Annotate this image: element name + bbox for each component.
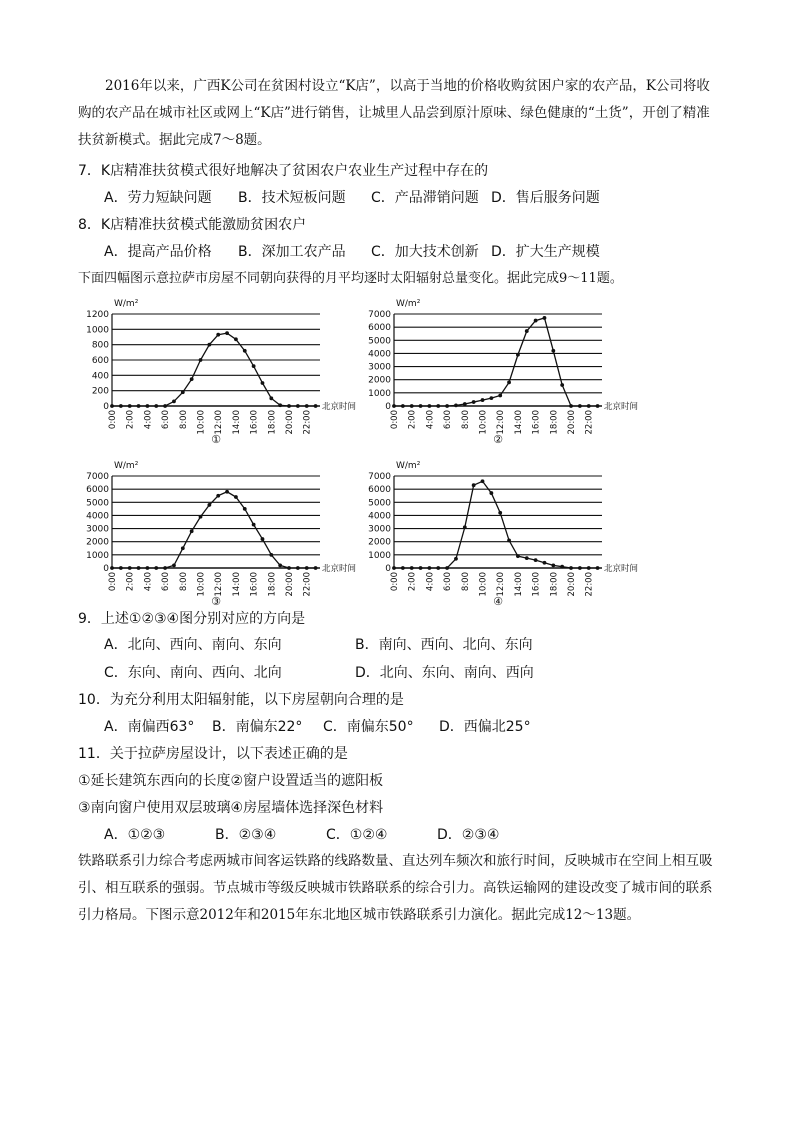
question-8-stem: 8．K店精准扶贫模式能激励贫困农户 xyxy=(78,217,307,233)
q7-option-a: A．劳力短缺问题 xyxy=(104,190,212,206)
data-point xyxy=(445,404,449,408)
data-point xyxy=(463,402,467,406)
y-tick-label: 2000 xyxy=(368,375,391,386)
y-tick-label: 5000 xyxy=(368,498,391,509)
radiation-chart-2 xyxy=(360,296,639,446)
x-tick-label: 6:00 xyxy=(443,572,454,592)
radiation-chart-4 xyxy=(360,458,639,608)
data-point xyxy=(596,404,600,408)
x-tick-label: 0:00 xyxy=(108,410,118,430)
data-point xyxy=(199,358,203,362)
y-tick-label: 3000 xyxy=(368,524,391,535)
x-tick-label: 4:00 xyxy=(425,572,436,592)
x-tick-label: 8:00 xyxy=(178,572,189,592)
y-tick-label: 4000 xyxy=(86,511,109,522)
y-axis-unit-label: W/m² xyxy=(114,299,139,309)
q7-option-c: C．产品滞销问题 xyxy=(371,190,479,206)
q8-option-d: D．扩大生产规模 xyxy=(491,244,600,260)
x-tick-label: 6:00 xyxy=(161,572,172,592)
y-tick-label: 6000 xyxy=(368,323,391,334)
data-point xyxy=(207,503,211,507)
x-tick-label: 6:00 xyxy=(161,410,172,430)
x-axis-title: 北京时间 xyxy=(322,564,357,574)
data-point xyxy=(261,381,265,385)
data-point xyxy=(489,396,493,400)
data-point xyxy=(119,404,123,408)
y-tick-label: 0 xyxy=(385,564,391,574)
y-tick-label: 4000 xyxy=(368,349,391,360)
x-tick-label: 10:00 xyxy=(478,572,489,597)
series-line xyxy=(112,333,316,406)
x-tick-label: 6:00 xyxy=(443,410,454,430)
y-tick-label: 1000 xyxy=(86,325,109,336)
q7-option-b: B．技术短板问题 xyxy=(238,190,346,206)
y-axis-unit-label: W/m² xyxy=(114,461,139,471)
y-tick-label: 1000 xyxy=(368,388,391,399)
data-point xyxy=(428,566,432,570)
x-tick-label: 22:00 xyxy=(302,572,313,597)
data-point xyxy=(278,403,282,407)
y-tick-label: 6000 xyxy=(368,485,391,496)
data-point xyxy=(392,566,396,570)
x-tick-label: 20:00 xyxy=(567,572,578,597)
data-point xyxy=(419,566,423,570)
q7-option-d: D．售后服务问题 xyxy=(491,190,600,206)
q11-option-d: D．②③④ xyxy=(437,827,500,843)
data-point xyxy=(216,333,220,337)
q11-statements-line-2: ③南向窗户使用双层玻璃④房屋墙体选择深色材料 xyxy=(78,800,384,816)
data-point xyxy=(243,507,247,511)
data-point xyxy=(551,349,555,353)
data-point xyxy=(481,398,485,402)
x-tick-label: 8:00 xyxy=(460,410,471,430)
data-point xyxy=(410,566,414,570)
data-point xyxy=(234,337,238,341)
data-point xyxy=(172,400,176,404)
x-tick-label: 2:00 xyxy=(407,410,418,430)
x-tick-label: 18:00 xyxy=(267,572,278,597)
data-point xyxy=(110,404,114,408)
data-point xyxy=(252,523,256,527)
y-tick-label: 600 xyxy=(91,356,109,366)
question-10-stem: 10．为充分利用太阳辐射能，以下房屋朝向合理的是 xyxy=(78,692,404,708)
radiation-chart-1 xyxy=(78,296,357,446)
data-point xyxy=(172,563,176,567)
x-tick-label: 14:00 xyxy=(231,572,242,597)
data-point xyxy=(392,404,396,408)
x-tick-label: 0:00 xyxy=(390,410,400,430)
data-point xyxy=(410,404,414,408)
y-tick-label: 1000 xyxy=(368,550,391,561)
data-point xyxy=(216,494,220,498)
data-point xyxy=(146,566,150,570)
y-tick-label: 6000 xyxy=(86,485,109,496)
x-tick-label: 2:00 xyxy=(125,572,136,592)
data-point xyxy=(110,566,114,570)
data-point xyxy=(534,319,538,323)
data-point xyxy=(269,553,273,557)
data-point xyxy=(190,377,194,381)
x-tick-label: 20:00 xyxy=(285,572,296,597)
x-tick-label: 14:00 xyxy=(513,572,524,597)
data-point xyxy=(472,483,476,487)
q9-option-a: A．北向、西向、南向、东向 xyxy=(104,637,282,653)
data-point xyxy=(419,404,423,408)
x-tick-label: 2:00 xyxy=(407,572,418,592)
y-axis-unit-label: W/m² xyxy=(396,461,421,471)
data-point xyxy=(296,566,300,570)
data-point xyxy=(534,558,538,562)
x-tick-label: 22:00 xyxy=(302,410,313,435)
x-tick-label: 16:00 xyxy=(249,410,260,435)
data-point xyxy=(578,404,582,408)
data-point xyxy=(428,404,432,408)
data-point xyxy=(154,404,158,408)
q10-option-a: A．南偏西63° xyxy=(104,719,195,735)
chart-number-label: ④ xyxy=(493,595,503,608)
x-tick-label: 16:00 xyxy=(249,572,260,597)
chart-number-label: ② xyxy=(493,433,503,446)
data-point xyxy=(436,566,440,570)
q11-option-b: B．②③④ xyxy=(215,827,277,843)
data-point xyxy=(507,539,511,543)
data-point xyxy=(463,525,467,529)
data-point xyxy=(287,566,291,570)
data-point xyxy=(163,404,167,408)
data-point xyxy=(587,566,591,570)
data-point xyxy=(199,515,203,519)
x-tick-label: 4:00 xyxy=(425,410,436,430)
data-point xyxy=(516,554,520,558)
data-point xyxy=(436,404,440,408)
x-tick-label: 12:00 xyxy=(214,572,225,597)
data-point xyxy=(305,404,309,408)
data-point xyxy=(481,479,485,483)
y-tick-label: 0 xyxy=(385,402,391,412)
x-tick-label: 2:00 xyxy=(125,410,136,430)
x-tick-label: 4:00 xyxy=(143,410,154,430)
y-tick-label: 1000 xyxy=(86,550,109,561)
radiation-chart-3 xyxy=(78,458,357,608)
q8-option-a: A．提高产品价格 xyxy=(104,244,212,260)
data-point xyxy=(154,566,158,570)
x-tick-label: 10:00 xyxy=(196,410,207,435)
y-tick-label: 0 xyxy=(103,564,109,574)
x-tick-label: 12:00 xyxy=(496,572,507,597)
data-point xyxy=(137,566,141,570)
x-tick-label: 22:00 xyxy=(584,410,595,435)
intro-paragraph-1: 2016年以来，广西K公司在贫困村设立“K店”，以高于当地的价格收购贫困户家的农产品，K公司将收购的农产品在城市社区或网上“K店”进行销售，让城里人品尝到原汁原味、绿色健康的“土货”，开创了精准扶贫新模式。据此完成7～8题。 xyxy=(78,78,710,148)
q10-option-c: C．南偏东50° xyxy=(323,719,414,735)
data-point xyxy=(314,404,318,408)
chart-number-label: ① xyxy=(211,433,221,446)
y-tick-label: 200 xyxy=(91,386,109,397)
data-point xyxy=(146,404,150,408)
data-point xyxy=(128,566,132,570)
data-point xyxy=(445,566,449,570)
data-point xyxy=(181,546,185,550)
data-point xyxy=(278,563,282,567)
y-tick-label: 5000 xyxy=(368,336,391,347)
x-tick-label: 0:00 xyxy=(390,572,400,592)
data-point xyxy=(560,565,564,569)
data-point xyxy=(225,490,229,494)
q11-option-a: A．①②③ xyxy=(104,827,166,843)
x-tick-label: 0:00 xyxy=(108,572,118,592)
data-point xyxy=(569,566,573,570)
data-point xyxy=(543,316,547,320)
y-tick-label: 3000 xyxy=(368,362,391,373)
data-point xyxy=(261,537,265,541)
q8-option-c: C．加大技术创新 xyxy=(371,244,479,260)
data-point xyxy=(181,390,185,394)
q11-statements-line-1: ①延长建筑东西向的长度②窗户设置适当的遮阳板 xyxy=(78,773,384,789)
q10-option-d: D．西偏北25° xyxy=(439,719,531,735)
q8-option-b: B．深加工农产品 xyxy=(238,244,346,260)
y-tick-label: 3000 xyxy=(86,524,109,535)
chart-number-label: ③ xyxy=(211,595,221,608)
data-point xyxy=(163,566,167,570)
y-tick-label: 4000 xyxy=(368,511,391,522)
data-point xyxy=(269,396,273,400)
y-tick-label: 400 xyxy=(91,371,109,382)
data-point xyxy=(137,404,141,408)
x-tick-label: 16:00 xyxy=(531,572,542,597)
y-tick-label: 2000 xyxy=(86,537,109,548)
data-point xyxy=(525,329,529,333)
y-tick-label: 7000 xyxy=(86,472,109,482)
data-point xyxy=(525,556,529,560)
x-tick-label: 14:00 xyxy=(231,410,242,435)
data-point xyxy=(560,383,564,387)
data-point xyxy=(287,404,291,408)
data-point xyxy=(472,400,476,404)
x-tick-label: 8:00 xyxy=(178,410,189,430)
x-axis-title: 北京时间 xyxy=(322,402,357,412)
y-tick-label: 2000 xyxy=(368,537,391,548)
data-point xyxy=(234,495,238,499)
x-axis-title: 北京时间 xyxy=(604,564,639,574)
x-tick-label: 18:00 xyxy=(267,410,278,435)
data-point xyxy=(587,404,591,408)
data-point xyxy=(401,566,405,570)
data-point xyxy=(551,563,555,567)
data-point xyxy=(454,403,458,407)
x-tick-label: 20:00 xyxy=(567,410,578,435)
data-point xyxy=(516,353,520,357)
data-point xyxy=(225,331,229,335)
data-point xyxy=(498,511,502,515)
data-point xyxy=(569,404,573,408)
q9-option-d: D．北向、东向、南向、西向 xyxy=(355,665,534,681)
x-tick-label: 14:00 xyxy=(513,410,524,435)
x-tick-label: 18:00 xyxy=(549,572,560,597)
question-9-stem: 9．上述①②③④图分别对应的方向是 xyxy=(78,611,306,627)
data-point xyxy=(489,491,493,495)
y-tick-label: 5000 xyxy=(86,498,109,509)
data-point xyxy=(305,566,309,570)
data-point xyxy=(128,404,132,408)
question-7-stem: 7．K店精准扶贫模式很好地解决了贫困农户农业生产过程中存在的 xyxy=(78,163,489,179)
data-point xyxy=(596,566,600,570)
data-point xyxy=(578,566,582,570)
data-point xyxy=(207,343,211,347)
data-point xyxy=(401,404,405,408)
intro-paragraph-2: 下面四幅图示意拉萨市房屋不同朝向获得的月平均逐时太阳辐射总量变化。据此完成9～11题。 xyxy=(78,271,623,286)
data-point xyxy=(498,394,502,398)
x-tick-label: 20:00 xyxy=(285,410,296,435)
data-point xyxy=(543,561,547,565)
data-point xyxy=(507,380,511,384)
data-point xyxy=(454,557,458,561)
data-point xyxy=(243,349,247,353)
q9-option-b: B．南向、西向、北向、东向 xyxy=(355,637,533,653)
x-tick-label: 12:00 xyxy=(496,410,507,435)
y-tick-label: 800 xyxy=(91,340,109,351)
data-point xyxy=(314,566,318,570)
x-tick-label: 16:00 xyxy=(531,410,542,435)
x-tick-label: 12:00 xyxy=(214,410,225,435)
x-tick-label: 8:00 xyxy=(460,572,471,592)
q10-option-b: B．南偏东22° xyxy=(212,719,303,735)
x-tick-label: 4:00 xyxy=(143,572,154,592)
data-point xyxy=(119,566,123,570)
x-axis-title: 北京时间 xyxy=(604,402,639,412)
question-11-stem: 11．关于拉萨房屋设计，以下表述正确的是 xyxy=(78,746,348,762)
x-tick-label: 18:00 xyxy=(549,410,560,435)
y-tick-label: 7000 xyxy=(368,472,391,482)
y-axis-unit-label: W/m² xyxy=(396,299,421,309)
y-tick-label: 0 xyxy=(103,402,109,412)
x-tick-label: 10:00 xyxy=(478,410,489,435)
q9-option-c: C．东向、南向、西向、北向 xyxy=(104,665,282,681)
y-tick-label: 7000 xyxy=(368,310,391,320)
data-point xyxy=(190,529,194,533)
data-point xyxy=(252,364,256,368)
data-point xyxy=(296,404,300,408)
x-tick-label: 22:00 xyxy=(584,572,595,597)
series-line xyxy=(112,492,316,568)
intro-paragraph-3: 铁路联系引力综合考虑两城市间客运铁路的线路数量、直达列车频次和旅行时间，反映城市在空间上相互吸引、相互联系的强弱。节点城市等级反映城市铁路联系的综合引力。高铁运输网的建设改变了城市间的联系引力格局。下图示意2012年和2015年东北地区城市铁路联系引力演化。据此完成12～13题。 xyxy=(78,853,713,923)
q11-option-c: C．①②④ xyxy=(326,827,388,843)
x-tick-label: 10:00 xyxy=(196,572,207,597)
y-tick-label: 1200 xyxy=(86,310,109,320)
